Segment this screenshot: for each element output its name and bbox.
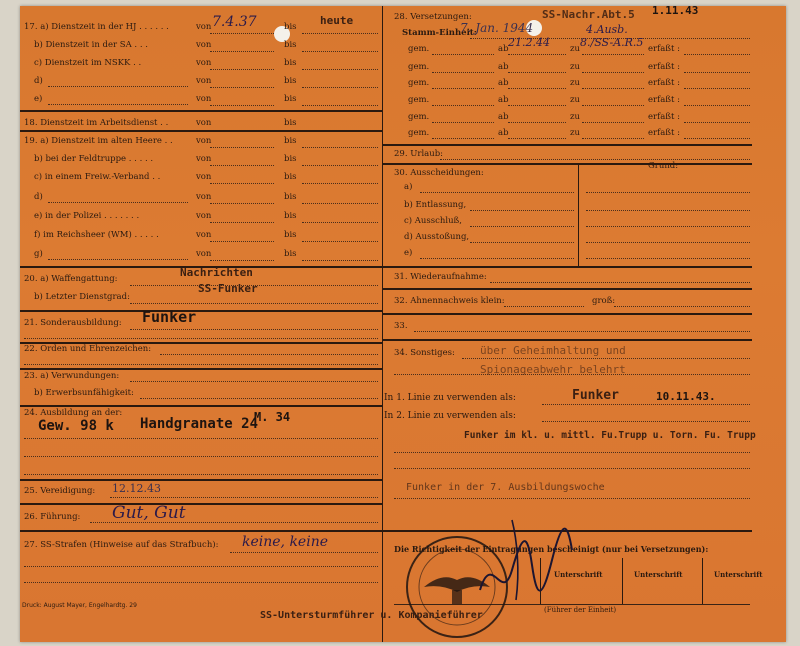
ab-label: ab [498, 95, 509, 105]
gem-label: gem. [408, 95, 430, 105]
unterschrift-label: Unterschrift [554, 570, 603, 579]
von-label: von [196, 172, 212, 182]
gem-label: gem. [408, 78, 430, 88]
bis-label: bis [284, 154, 297, 164]
erfasst-label: erfaßt : [648, 62, 680, 72]
ab-label: ab [498, 44, 509, 54]
row-20b-label: b) Letzter Dienstgrad: [34, 292, 130, 302]
geheimhaltung-stamp-line1: über Geheimhaltung und [480, 344, 626, 357]
row-23b-label: b) Erwerbsunfähigkeit: [34, 388, 134, 398]
row-22-label: 22. Orden und Ehrenzeichen: [24, 344, 152, 354]
stamm-einheit-unit: 4.Ausb. [586, 23, 628, 36]
gem-label: gem. [408, 44, 430, 54]
row-18-label: 18. Dienstzeit im Arbeitsdienst . . [24, 118, 169, 128]
von-label: von [196, 58, 212, 68]
row-20a-label: 20. a) Waffengattung: [24, 274, 118, 284]
erfasst-label: erfaßt : [648, 128, 680, 138]
bis-label: bis [284, 192, 297, 202]
von-label: von [196, 154, 212, 164]
ab-label: ab [498, 78, 509, 88]
row-33-label: 33. [394, 321, 408, 331]
hj-bis-stamp: heute [320, 14, 354, 27]
von-label: von [196, 94, 212, 104]
unterschrift-label: Unterschrift [634, 570, 683, 579]
ausbildung-mg: M. 34 [254, 410, 291, 424]
bis-label: bis [284, 211, 297, 221]
row-19a-label: 19. a) Dienstzeit im alten Heere . . [24, 136, 173, 146]
bis-label: bis [284, 58, 297, 68]
stamm-einheit-date: 7. Jan. 1944 [460, 21, 534, 35]
row-25-label: 25. Vereidigung: [24, 486, 96, 496]
zu-label: zu [570, 44, 580, 54]
certify-text: Die Richtigkeit der Eintragungen bescheinigt (nur bei Versetzungen): [394, 544, 709, 554]
row-30d-label: d) Ausstoßung, [404, 232, 470, 242]
row-26-label: 26. Führung: [24, 512, 81, 522]
bis-label: bis [284, 118, 297, 128]
row-19c-label: c) in einem Freiw.-Verband . . [34, 172, 161, 182]
gross-label: groß: [592, 296, 616, 306]
row-21-label: 21. Sonderausbildung: [24, 318, 122, 328]
von-label: von [196, 230, 212, 240]
printer-imprint: Druck: August Mayer, Engelhardtg. 29 [22, 602, 137, 609]
row-27-label: 27. SS-Strafen (Hinweise auf das Strafbuch): [24, 540, 219, 550]
linie1-date: 10.11.43. [656, 390, 716, 403]
fuehrung-value: Gut, Gut [112, 503, 186, 523]
row-19d-label: d) [34, 192, 43, 202]
dienstgrad-stamp: SS-Funker [198, 282, 258, 295]
waffengattung-stamp: Nachrichten [180, 266, 253, 279]
zu-label: zu [570, 128, 580, 138]
grund-label: Grund: [648, 161, 679, 171]
von-label: von [196, 211, 212, 221]
row-30-label: 30. Ausscheidungen: [394, 168, 484, 178]
bis-label: bis [284, 94, 297, 104]
row-19g-label: g) [34, 249, 43, 259]
gem-label: gem. [408, 112, 430, 122]
kompaniefuehrer-stamp: SS-Untersturmführer u. Kompanieführer [260, 610, 483, 621]
personnel-card [20, 6, 786, 642]
row-23a-label: 23. a) Verwundungen: [24, 371, 120, 381]
row-31-label: 31. Wiederaufnahme: [394, 272, 487, 282]
bis-label: bis [284, 249, 297, 259]
row-17b-label: b) Dienstzeit in der SA . . . [34, 40, 148, 50]
header-date: 1.11.43 [652, 4, 699, 17]
geheimhaltung-stamp-line2: Spionageabwehr belehrt [480, 363, 626, 376]
row-32-label: 32. Ahnennachweis klein: [394, 296, 505, 306]
erfasst-label: erfaßt : [648, 78, 680, 88]
gem1-zu-value: 8./SS-A.R.5 [580, 36, 644, 49]
row-30e-label: e) [404, 248, 413, 258]
hj-von-value: 7.4.37 [212, 14, 257, 30]
row-28-label: 28. Versetzungen: [394, 12, 472, 22]
row-29-label: 29. Urlaub: [394, 149, 444, 159]
linie1-stamp: Funker [572, 388, 619, 403]
linie1-label: In 1. Linie zu verwenden als: [384, 393, 516, 403]
ausbildungswoche-stamp: Funker in der 7. Ausbildungswoche [406, 482, 605, 493]
unterschrift-label: Unterschrift [714, 570, 763, 579]
zu-label: zu [570, 95, 580, 105]
von-label: von [196, 249, 212, 259]
row-34-label: 34. Sonstiges: [394, 348, 455, 358]
von-label: von [196, 40, 212, 50]
bis-label: bis [284, 22, 297, 32]
center-divider [382, 6, 383, 642]
versetzung-stamp: SS-Nachr.Abt.5 [542, 8, 635, 21]
linie2-label: In 2. Linie zu verwenden als: [384, 411, 516, 421]
row-17e-label: e) [34, 94, 43, 104]
von-label: von [196, 118, 212, 128]
von-label: von [196, 76, 212, 86]
bis-label: bis [284, 76, 297, 86]
von-label: von [196, 136, 212, 146]
bis-label: bis [284, 172, 297, 182]
stamm-einheit-label: Stamm-Einheit: [402, 28, 477, 38]
row-30b-label: b) Entlassung, [404, 200, 467, 210]
funker-trupp-stamp: Funker im kl. u. mittl. Fu.Trupp u. Torn. Fu. Trupp [464, 430, 756, 441]
row-30a-label: a) [404, 182, 413, 192]
zu-label: zu [570, 78, 580, 88]
von-label: von [196, 192, 212, 202]
ab-label: ab [498, 112, 509, 122]
ab-label: ab [498, 62, 509, 72]
row-19e-label: e) in der Polizei . . . . . . . [34, 211, 140, 221]
row-17d-label: d) [34, 76, 43, 86]
ab-label: ab [498, 128, 509, 138]
bis-label: bis [284, 136, 297, 146]
von-label: von [196, 22, 212, 32]
erfasst-label: erfaßt : [648, 44, 680, 54]
zu-label: zu [570, 62, 580, 72]
ausbildung-handgranate: Handgranate 24 [140, 416, 259, 432]
sonderausbildung-stamp: Funker [142, 308, 197, 326]
erfasst-label: erfaßt : [648, 112, 680, 122]
zu-label: zu [570, 112, 580, 122]
ausbildung-gewehr: Gew. 98 k [38, 418, 114, 434]
gem-label: gem. [408, 128, 430, 138]
gem1-ab-value: 21.2.44 [508, 36, 550, 49]
fuehrer-label: (Führer der Einheit) [544, 606, 617, 614]
gem-label: gem. [408, 62, 430, 72]
signature [472, 510, 582, 610]
row-17a-label: 17. a) Dienstzeit in der HJ . . . . . . [24, 22, 169, 32]
bis-label: bis [284, 230, 297, 240]
row-19b-label: b) bei der Feldtruppe . . . . . [34, 154, 154, 164]
row-17c-label: c) Dienstzeit im NSKK . . [34, 58, 142, 68]
erfasst-label: erfaßt : [648, 95, 680, 105]
vereidigung-date: 12.12.43 [112, 482, 161, 495]
row-30c-label: c) Ausschluß, [404, 216, 462, 226]
row-24-label: 24. Ausbildung an der: [24, 408, 123, 418]
strafen-value: keine, keine [242, 534, 328, 550]
bis-label: bis [284, 40, 297, 50]
row-19f-label: f) im Reichsheer (WM) . . . . . [34, 230, 159, 240]
